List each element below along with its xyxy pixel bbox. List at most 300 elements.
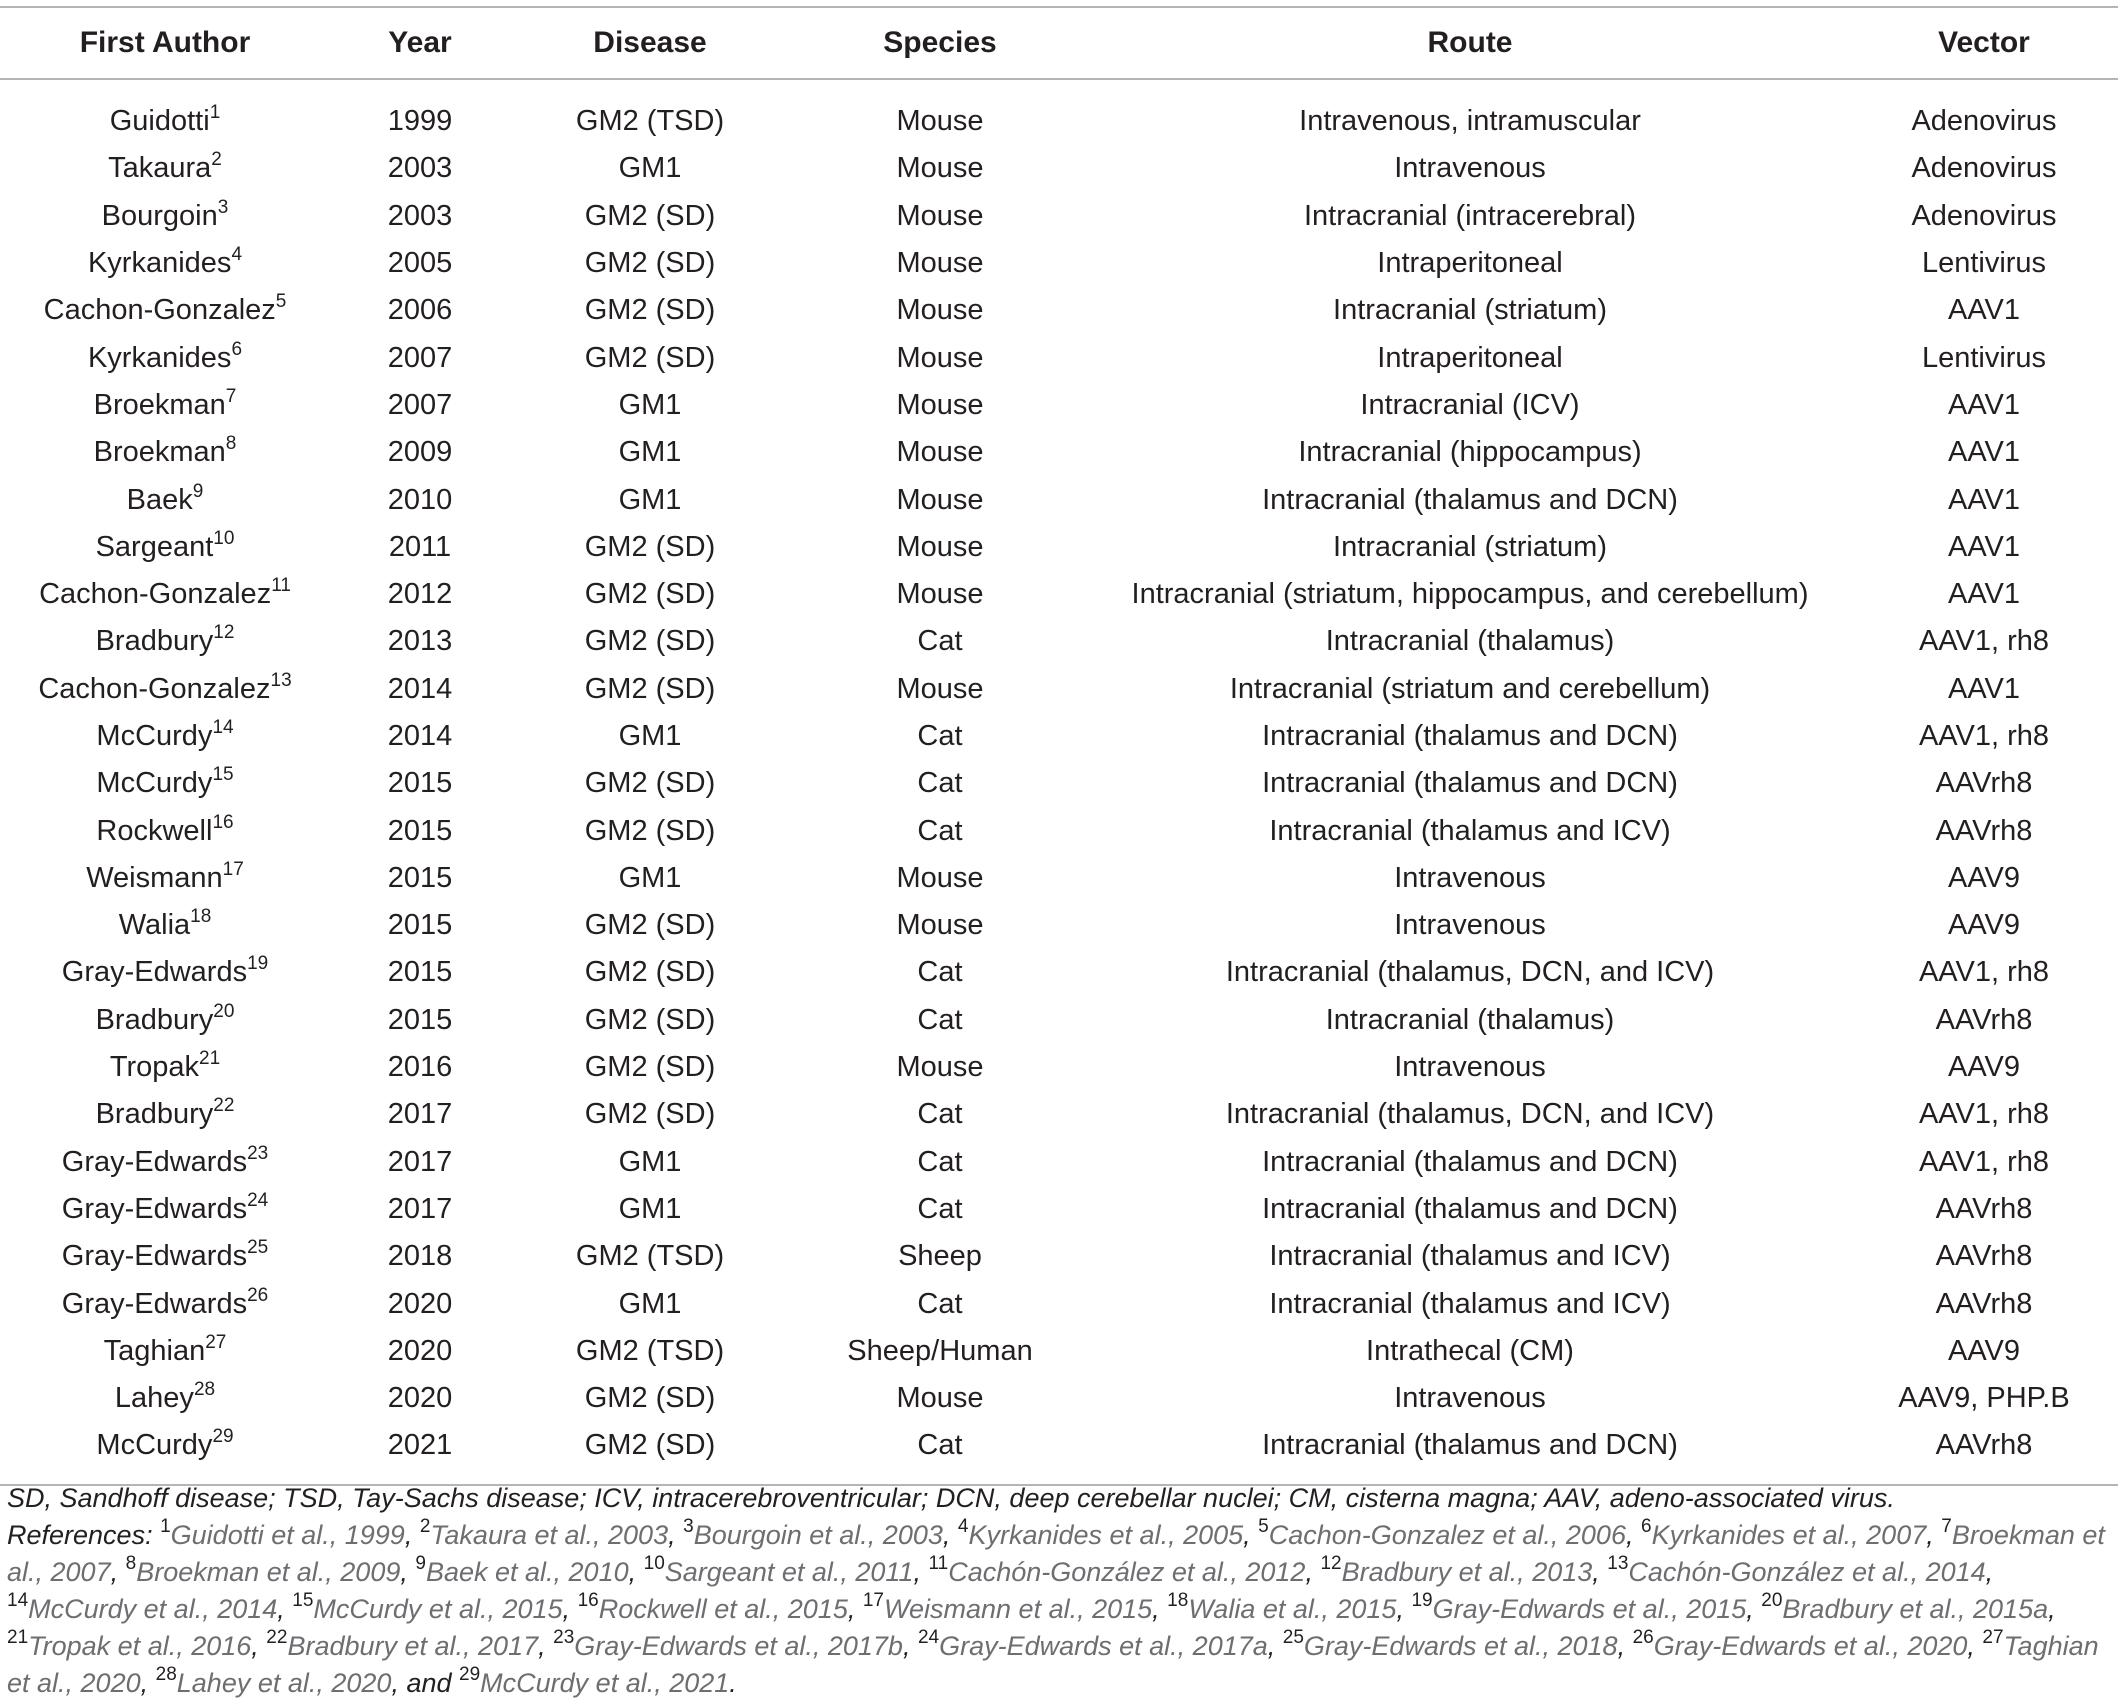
cell-route: Intracranial (thalamus and ICV) [1269, 814, 1671, 847]
reference-link[interactable]: Sargeant et al., 2011 [664, 1557, 914, 1587]
table-row [0, 1044, 2118, 1091]
cell-vector: Lentivirus [1921, 247, 2047, 280]
cell-vector: Lentivirus [1921, 341, 2047, 374]
cell-author [0, 1186, 330, 1233]
cell-year: 2013 [387, 625, 453, 658]
cell-disease: GM1 [618, 483, 682, 516]
reference-link[interactable]: Bradbury et al., 2017 [287, 1631, 539, 1661]
cell-disease: GM2 (TSD) [575, 1334, 725, 1367]
reference-number: 27 [205, 1331, 227, 1353]
cell-vector: AAV1 [1947, 530, 2020, 563]
cell-author [0, 571, 330, 618]
cell-author [0, 1328, 330, 1375]
reference-number: 5 [275, 291, 287, 313]
author-name: Sargeant [95, 530, 214, 563]
cell-disease: GM2 (TSD) [575, 105, 725, 138]
cell-vector: AAV1, rh8 [1918, 1145, 2050, 1178]
cell-year: 2015 [387, 767, 453, 800]
reference-superscript: 7 [1941, 1516, 1952, 1537]
cell-species: Sheep [898, 1240, 982, 1273]
author-name: McCurdy [96, 720, 213, 752]
reference-superscript: 27 [1982, 1627, 2004, 1648]
cell-author [0, 666, 330, 713]
cell-vector: AAV1, rh8 [1918, 956, 2050, 989]
cell-disease: GM2 (SD) [584, 530, 716, 563]
reference-link[interactable]: Gray-Edwards et al., 2017a [939, 1631, 1268, 1661]
header-row [0, 7, 2118, 79]
reference-link[interactable]: Kyrkanides et al., 2005 [968, 1520, 1244, 1550]
reference-number: 22 [213, 1095, 235, 1117]
reference-link[interactable]: Gray-Edwards et al., 2018 [1303, 1631, 1618, 1661]
table-row [0, 1233, 2118, 1280]
reference-link[interactable]: Broekman et al., 2009 [136, 1557, 401, 1587]
cell-author [0, 1422, 330, 1484]
cell-route: Intrathecal (CM) [1366, 1334, 1574, 1367]
reference-number: 17 [222, 858, 244, 880]
cell-year: 2015 [387, 861, 453, 894]
cell-vector: AAVrh8 [1935, 814, 2033, 847]
author-name: McCurdy [96, 767, 213, 800]
reference-superscript: 20 [1761, 1590, 1783, 1611]
reference-number: 11 [271, 575, 291, 597]
cell-species: Mouse [896, 341, 984, 374]
reference-superscript: 18 [1167, 1590, 1189, 1611]
cell-species: Mouse [896, 672, 984, 705]
cell-author [0, 334, 330, 381]
cell-author [0, 79, 330, 145]
cell-vector: AAV1 [1947, 672, 2020, 705]
reference-link[interactable]: Cachón-González et al., 2014 [1628, 1557, 1986, 1587]
reference-superscript: 24 [917, 1627, 940, 1648]
cell-species: Cat [917, 1287, 963, 1320]
cell-vector: AAV1 [1947, 436, 2020, 469]
cell-author [0, 618, 330, 665]
header-species: Species [883, 26, 997, 59]
reference-link[interactable]: Bradbury et al., 2015a [1782, 1594, 2049, 1624]
cell-disease: GM2 (SD) [584, 956, 716, 989]
cell-author [0, 1375, 330, 1422]
reference-number: 1 [209, 102, 221, 124]
cell-year: 2018 [387, 1240, 453, 1273]
reference-number: 10 [213, 527, 235, 549]
cell-species: Mouse [896, 294, 984, 327]
table-row [0, 1328, 2118, 1375]
reference-number: 14 [212, 717, 234, 738]
cell-vector: AAV1 [1947, 388, 2020, 421]
cell-disease: GM2 (SD) [584, 909, 716, 942]
abbreviations-note: SD, Sandhoff disease; TSD, Tay-Sachs disease; ICV, intracerebroventricular; DCN, deep cerebellar nuclei; CM, cisterna magna; AAV, adeno-associated virus. [7, 1483, 1895, 1513]
cell-disease: GM1 [618, 861, 682, 894]
cell-author [0, 1044, 330, 1091]
author-name: Bradbury [95, 625, 214, 658]
cell-species: Cat [917, 1429, 963, 1462]
reference-link[interactable]: Baek et al., 2010 [425, 1557, 629, 1587]
table-row [0, 524, 2118, 571]
cell-year: 2021 [387, 1429, 453, 1462]
cell-species: Mouse [896, 1382, 984, 1415]
cell-year: 2020 [387, 1287, 453, 1320]
cell-vector: Adenovirus [1911, 105, 2057, 138]
cell-species: Mouse [896, 247, 984, 280]
cell-year: 2015 [387, 1003, 453, 1036]
table-body [0, 79, 2118, 1485]
reference-superscript: 16 [577, 1590, 599, 1611]
cell-disease: GM1 [618, 1145, 682, 1178]
reference-superscript: 21 [7, 1627, 29, 1648]
reference-number: 12 [213, 622, 235, 644]
cell-route: Intravenous [1394, 1051, 1546, 1084]
cell-vector: AAV9 [1947, 1051, 2020, 1084]
cell-year: 2006 [387, 294, 453, 327]
cell-vector: AAV1, rh8 [1918, 625, 2050, 658]
reference-link[interactable]: Takaura et al., 2003 [430, 1520, 669, 1550]
cell-route: Intracranial (thalamus and DCN) [1262, 1192, 1678, 1225]
author-name: Weismann [86, 861, 223, 894]
author-name: Gray-Edwards [61, 1145, 248, 1178]
table-row [0, 1375, 2118, 1422]
reference-link[interactable]: Walia et al., 2015 [1188, 1594, 1397, 1624]
table-row [0, 145, 2118, 192]
reference-number: 4 [231, 244, 243, 266]
reference-superscript: 1 [160, 1516, 171, 1537]
cell-species: Cat [917, 767, 963, 800]
reference-superscript: 29 [459, 1664, 481, 1685]
reference-link[interactable]: Cachón-González et al., 2012 [948, 1557, 1306, 1587]
table-row [0, 807, 2118, 854]
author-name: Rockwell [96, 814, 213, 847]
cell-route: Intracranial (thalamus and DCN) [1262, 1145, 1678, 1178]
author-name: Gray-Edwards [61, 1240, 248, 1273]
cell-route: Intracranial (thalamus and ICV) [1269, 1287, 1671, 1320]
cell-route: Intracranial (striatum) [1333, 530, 1607, 563]
cell-year: 2010 [387, 483, 453, 516]
cell-species: Mouse [896, 530, 984, 563]
reference-number: 26 [247, 1284, 269, 1306]
cell-disease: GM2 (SD) [584, 672, 716, 705]
cell-species: Mouse [896, 483, 984, 516]
reference-number: 16 [212, 811, 234, 833]
cell-year: 2017 [387, 1145, 453, 1178]
table-footnotes [7, 1480, 2111, 1702]
cell-species: Mouse [896, 152, 984, 185]
cell-route: Intravenous, intramuscular [1299, 105, 1641, 138]
cell-route: Intracranial (thalamus, DCN, and ICV) [1225, 1098, 1715, 1131]
reference-number: 24 [247, 1189, 269, 1211]
reference-link[interactable]: Gray-Edwards et al., 2017b [574, 1631, 903, 1661]
reference-number: 3 [217, 196, 229, 218]
cell-route: Intracranial (thalamus and DCN) [1262, 767, 1678, 800]
cell-route: Intracranial (thalamus) [1325, 1003, 1615, 1036]
cell-route: Intracranial (striatum and cerebellum) [1229, 672, 1711, 705]
cell-route: Intracranial (thalamus) [1325, 625, 1615, 658]
table-row [0, 1280, 2118, 1327]
header-year: Year [388, 26, 452, 59]
cell-author [0, 193, 330, 240]
cell-author [0, 476, 330, 523]
reference-number: 13 [270, 669, 292, 691]
author-name: Takaura [108, 152, 212, 185]
reference-number: 18 [190, 906, 212, 928]
reference-number: 6 [231, 338, 243, 360]
cell-species: Cat [917, 1192, 963, 1225]
cell-vector: AAVrh8 [1935, 1429, 2033, 1462]
gene-therapy-table [0, 6, 2118, 1486]
reference-superscript: 17 [862, 1590, 884, 1611]
cell-vector: AAV9 [1947, 1334, 2020, 1367]
reference-number: 25 [247, 1237, 269, 1259]
cell-species: Cat [917, 814, 963, 847]
author-name: Lahey [114, 1382, 194, 1415]
table-row [0, 713, 2118, 760]
references-note: References: $^1$Guidotti et al., 1999, $^2$Takaura et al., 2003, $^3$Bourgoin et al., 2003, $^4$Kyrkanides et al., 2005, $^5$Cachon-Gonzalez et al., 2006, $^6$Kyrkanides et al., 2007, $^7$Broekman et al., 2007, $^8$Broekman et al., 2009, $^9$Baek et al., 2010, $^{10}$Sargeant et al., 2011, $^{11}$Cachón-González et al., 2012, $^{12}$Bradbury et al., 2013, $^{13}$Cachón-González et al., 2014, $^{14}$McCurdy et al., 2014, $^{15}$McCurdy et al., 2015, $^{16}$Rockwell et al., 2015, $^{17}$Weismann et al., 2015, $^{18}$Walia et al., 2015, $^{19}$Gray-Edwards et al., 2015, $^{20}$Bradbury et al., 2015a, $^{21}$Tropak et al., 2016, $^{22}$Bradbury et al., 2017, $^{23}$Gray-Edwards et al., 2017b, $^{24}$Gray-Edwards et al., 2017a, $^{25}$Gray-Edwards et al., 2018, $^{26}$Gray-Edwards et al., 2020, $^{27}$Taghian et al., 2020, $^{28}$Lahey et al., 2020, and $^{29}$McCurdy et al., 2021. [7, 1516, 2105, 1698]
cell-route: Intracranial (ICV) [1360, 388, 1580, 421]
reference-link[interactable]: McCurdy et al., 2015 [313, 1594, 563, 1624]
cell-route: Intracranial (striatum) [1333, 294, 1607, 327]
reference-link[interactable]: Gray-Edwards et al., 2015 [1432, 1594, 1747, 1624]
author-name: Walia [118, 909, 191, 942]
cell-year: 1999 [387, 105, 453, 138]
cell-route: Intracranial (thalamus and DCN) [1262, 483, 1678, 516]
reference-link[interactable]: Rockwell et al., 2015 [598, 1594, 848, 1624]
reference-number: 29 [212, 1426, 234, 1448]
cell-route: Intracranial (striatum, hippocampus, and cerebellum) [1131, 578, 1809, 611]
cell-disease: GM2 (SD) [584, 1003, 716, 1036]
reference-superscript: 28 [155, 1664, 177, 1685]
table-row [0, 760, 2118, 807]
cell-vector: AAVrh8 [1935, 1287, 2033, 1320]
author-name: Cachon-Gonzalez [38, 672, 271, 705]
author-name: Gray-Edwards [61, 956, 248, 989]
cell-year: 2014 [387, 720, 453, 752]
cell-year: 2007 [387, 388, 453, 421]
cell-species: Mouse [896, 909, 984, 942]
reference-superscript: 26 [1632, 1627, 1654, 1648]
reference-number: 19 [247, 953, 269, 975]
cell-author [0, 145, 330, 192]
cell-disease: GM2 (SD) [584, 294, 716, 327]
reference-superscript: 19 [1411, 1590, 1433, 1611]
reference-number: 21 [199, 1048, 221, 1070]
cell-route: Intravenous [1394, 152, 1546, 185]
cell-disease: GM2 (SD) [584, 1098, 716, 1131]
cell-disease: GM1 [618, 436, 682, 469]
reference-link[interactable]: Gray-Edwards et al., 2020 [1653, 1631, 1968, 1661]
reference-superscript: 5 [1258, 1516, 1269, 1537]
cell-disease: GM2 (SD) [584, 247, 716, 280]
reference-superscript: 2 [419, 1516, 431, 1537]
cell-species: Mouse [896, 388, 984, 421]
reference-link[interactable]: McCurdy et al., 2021 [480, 1668, 730, 1698]
reference-number: 23 [247, 1142, 269, 1164]
cell-vector: AAV1 [1947, 294, 2020, 327]
reference-link[interactable]: Broekman et al., 2007 [7, 1520, 2105, 1587]
cell-disease: GM2 (SD) [584, 1429, 716, 1462]
cell-vector: AAVrh8 [1935, 1003, 2033, 1036]
reference-superscript: 25 [1282, 1627, 1304, 1648]
cell-species: Mouse [896, 436, 984, 469]
reference-link[interactable]: McCurdy et al., 2014 [28, 1594, 278, 1624]
cell-author [0, 429, 330, 476]
author-name: Bradbury [95, 1098, 214, 1131]
cell-author [0, 524, 330, 571]
reference-superscript: 23 [553, 1627, 575, 1648]
cell-disease: GM2 (SD) [584, 625, 716, 658]
table-row [0, 193, 2118, 240]
cell-disease: GM1 [618, 152, 682, 185]
cell-vector: AAV9 [1947, 861, 2020, 894]
author-name: Broekman [93, 388, 226, 421]
reference-number: 20 [213, 1000, 235, 1022]
table-row [0, 476, 2118, 523]
cell-author [0, 1233, 330, 1280]
reference-link[interactable]: Weismann et al., 2015 [884, 1594, 1153, 1624]
cell-disease: GM2 (SD) [584, 199, 716, 232]
cell-year: 2003 [387, 199, 453, 232]
author-name: McCurdy [96, 1429, 213, 1462]
cell-vector: AAVrh8 [1935, 1192, 2033, 1225]
cell-year: 2015 [387, 909, 453, 942]
cell-year: 2007 [387, 341, 453, 374]
cell-year: 2016 [387, 1051, 453, 1084]
cell-vector: AAV9, PHP.B [1898, 1382, 2070, 1415]
cell-species: Sheep/Human [847, 1334, 1033, 1367]
table-row [0, 1091, 2118, 1138]
author-name: Baek [126, 483, 193, 516]
cell-vector: AAV1, rh8 [1918, 720, 2050, 752]
cell-route: Intracranial (thalamus, DCN, and ICV) [1225, 956, 1715, 989]
cell-author [0, 1139, 330, 1186]
author-name: Gray-Edwards [61, 1192, 248, 1225]
cell-disease: GM2 (SD) [584, 578, 716, 611]
author-name: Tropak [109, 1051, 200, 1084]
cell-year: 2012 [387, 578, 453, 611]
cell-author [0, 997, 330, 1044]
cell-author [0, 855, 330, 902]
reference-link[interactable]: Bradbury et al., 2013 [1341, 1557, 1593, 1587]
reference-superscript: 6 [1640, 1516, 1652, 1537]
reference-number: 28 [193, 1379, 216, 1401]
cell-route: Intracranial (thalamus and ICV) [1269, 1240, 1671, 1273]
cell-route: Intraperitoneal [1377, 247, 1563, 280]
cell-species: Mouse [896, 578, 984, 611]
cell-year: 2011 [388, 530, 452, 563]
cell-species: Cat [917, 1098, 963, 1131]
table-row [0, 571, 2118, 618]
reference-superscript: 13 [1607, 1553, 1629, 1574]
reference-link[interactable]: Taghian et al., 2020 [7, 1631, 2099, 1698]
reference-superscript: 15 [292, 1590, 314, 1611]
cell-route: Intracranial (hippocampus) [1298, 436, 1642, 469]
cell-route: Intravenous [1394, 861, 1546, 894]
cell-disease: GM1 [618, 388, 682, 421]
cell-year: 2017 [387, 1098, 453, 1131]
reference-superscript: 9 [415, 1553, 426, 1574]
cell-species: Cat [917, 625, 963, 658]
reference-link[interactable]: Bourgoin et al., 2003 [693, 1520, 943, 1550]
cell-vector: AAV9 [1947, 909, 2020, 942]
cell-species: Mouse [896, 861, 984, 894]
cell-route: Intracranial (thalamus and DCN) [1262, 720, 1678, 752]
cell-year: 2005 [387, 247, 453, 280]
header-vector: Vector [1938, 26, 2030, 59]
cell-author [0, 1091, 330, 1138]
cell-species: Mouse [896, 105, 984, 138]
table-row [0, 287, 2118, 334]
cell-species: Cat [917, 720, 963, 752]
cell-disease: GM2 (SD) [584, 341, 716, 374]
cell-disease: GM2 (SD) [584, 1051, 716, 1084]
cell-year: 2009 [387, 436, 453, 469]
table-row [0, 1422, 2118, 1484]
table-row [0, 429, 2118, 476]
reference-superscript: 12 [1320, 1553, 1342, 1574]
cell-species: Mouse [896, 1051, 984, 1084]
reference-link[interactable]: Tropak et al., 2016 [28, 1631, 252, 1661]
table-row [0, 79, 2118, 145]
cell-route: Intravenous [1394, 909, 1546, 942]
reference-link[interactable]: Kyrkanides et al., 2007 [1651, 1520, 1927, 1550]
cell-vector: Adenovirus [1911, 152, 2057, 185]
reference-number: 8 [225, 433, 237, 455]
cell-year: 2020 [387, 1334, 453, 1367]
reference-superscript: 22 [266, 1627, 288, 1648]
author-name: Kyrkanides [87, 247, 232, 280]
table-row [0, 666, 2118, 713]
cell-author [0, 240, 330, 287]
reference-link[interactable]: Lahey et al., 2020 [176, 1668, 392, 1698]
author-name: Cachon-Gonzalez [43, 294, 276, 327]
cell-year: 2003 [387, 152, 453, 185]
cell-disease: GM2 (SD) [584, 814, 716, 847]
cell-disease: GM2 (SD) [584, 1382, 716, 1415]
cell-author [0, 949, 330, 996]
cell-route: Intravenous [1394, 1382, 1546, 1415]
cell-vector: AAV1, rh8 [1918, 1098, 2050, 1131]
cell-species: Cat [917, 1003, 963, 1036]
cell-vector: Adenovirus [1911, 199, 2057, 232]
author-name: Broekman [93, 436, 226, 469]
cell-disease: GM1 [618, 1192, 682, 1225]
author-name: Gray-Edwards [61, 1287, 248, 1320]
reference-superscript: 10 [643, 1553, 665, 1574]
cell-author [0, 287, 330, 334]
table-row [0, 618, 2118, 665]
cell-year: 2014 [387, 672, 453, 705]
header-disease: Disease [593, 26, 707, 59]
reference-superscript: 8 [125, 1553, 137, 1574]
cell-year: 2015 [387, 814, 453, 847]
cell-vector: AAVrh8 [1935, 767, 2033, 800]
reference-number: 7 [225, 385, 237, 407]
cell-year: 2020 [387, 1382, 453, 1415]
author-name: Kyrkanides [87, 341, 232, 374]
cell-author [0, 902, 330, 949]
references-and: and [406, 1668, 452, 1698]
reference-number: 9 [192, 480, 204, 502]
table-row [0, 997, 2118, 1044]
cell-year: 2015 [387, 956, 453, 989]
cell-route: Intraperitoneal [1377, 341, 1563, 374]
reference-link[interactable]: Guidotti et al., 1999 [170, 1520, 405, 1550]
cell-vector: AAV1 [1947, 578, 2020, 611]
reference-link[interactable]: Cachon-Gonzalez et al., 2006 [1268, 1520, 1626, 1550]
reference-superscript: 4 [957, 1516, 969, 1537]
cell-author [0, 760, 330, 807]
header-route: Route [1427, 26, 1513, 59]
author-name: Cachon-Gonzalez [39, 578, 272, 611]
table-row [0, 902, 2118, 949]
header-first-author: First Author [79, 26, 251, 59]
